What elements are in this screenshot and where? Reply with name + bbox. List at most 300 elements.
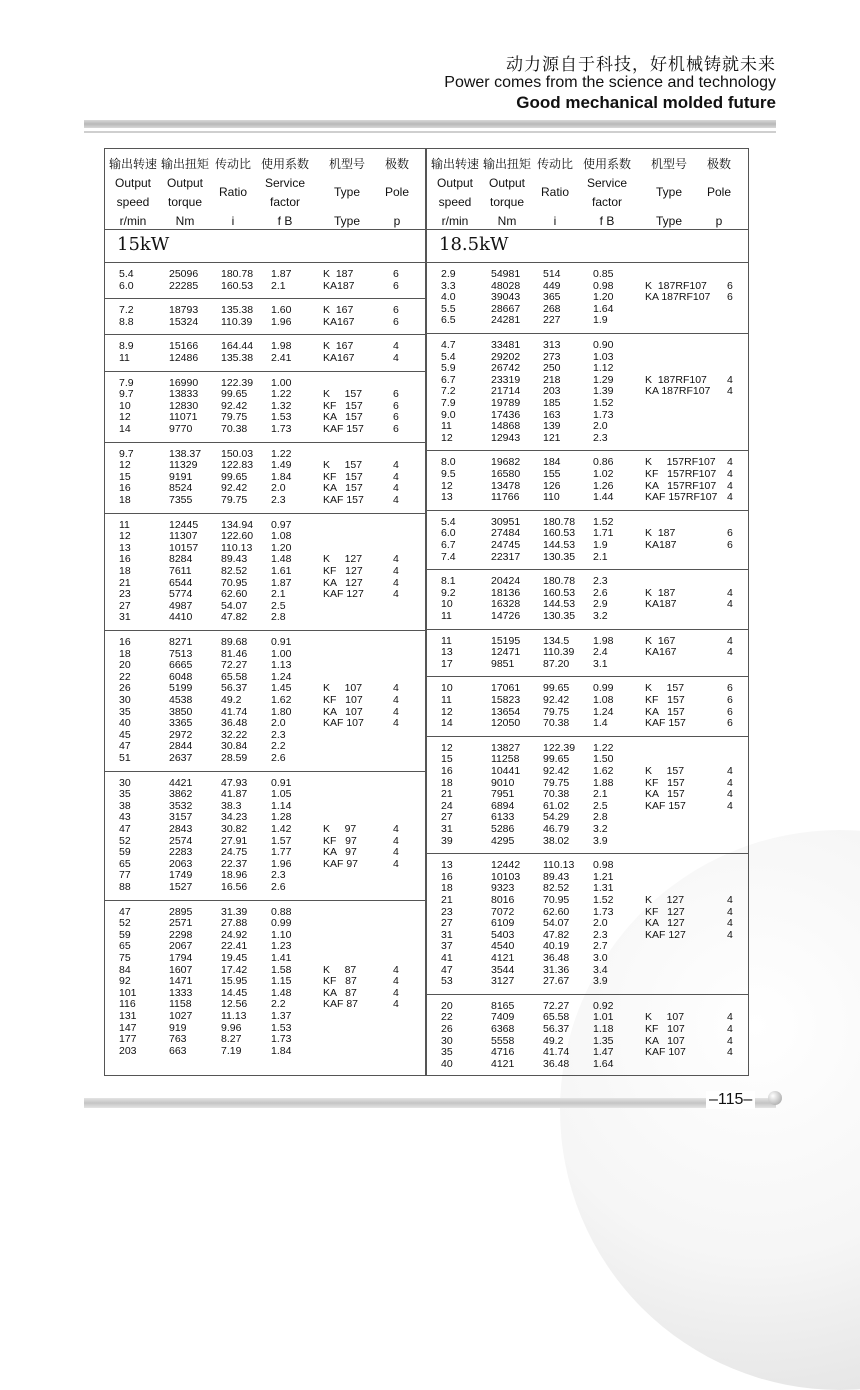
pole-cell: 4 [727,373,733,386]
service-factor-cell: 1.48 [271,986,292,999]
table-group [427,995,748,1077]
torque-cell: 1158 [169,998,192,1011]
pole-cell: 4 [393,493,399,506]
torque-cell: 48028 [491,279,521,292]
speed-cell: 9.5 [441,467,456,480]
type-cell: K 107 [323,682,363,695]
speed-cell: 16 [119,482,131,495]
column-header-unit: p [715,214,723,228]
torque-cell: 15324 [169,315,199,328]
type-cell: K 127 [645,893,685,906]
table-row [427,611,748,623]
speed-cell: 41 [441,951,453,964]
ratio-cell: 218 [543,373,561,386]
torque-cell: 4121 [491,951,515,964]
torque-cell: 4410 [169,611,193,624]
header-divider-thin [84,131,776,133]
torque-cell: 17061 [491,682,521,695]
torque-cell: 3850 [169,705,193,718]
table-row [427,872,748,884]
speed-cell: 31 [441,822,453,835]
type-row [105,495,425,507]
speed-cell: 5.4 [441,350,456,363]
speed-cell: 16 [119,553,131,566]
pole-cell: 6 [727,279,733,292]
table-group [105,335,425,371]
type-row [105,401,425,413]
service-factor-cell: 2.5 [593,799,608,812]
ratio-cell: 185 [543,397,561,409]
torque-cell: 30951 [491,515,521,528]
table-row [427,812,748,824]
type-cell: KA 97 [323,846,357,859]
service-factor-cell: 1.35 [593,1034,614,1047]
service-factor-cell: 0.92 [593,999,614,1012]
torque-cell: 2298 [169,928,193,941]
table-group [427,334,748,451]
torque-cell: 15166 [169,340,199,353]
ratio-cell: 126 [543,479,561,492]
torque-cell: 919 [169,1021,187,1034]
service-factor-cell: 2.1 [593,550,608,563]
service-factor-cell: 1.4 [593,717,608,730]
ratio-cell: 27.88 [221,917,248,930]
torque-cell: 7611 [169,564,192,577]
ratio-cell: 11.13 [221,1009,247,1022]
torque-cell: 2067 [169,940,193,953]
column-header-en: Type [333,185,360,199]
ratio-cell: 19.45 [221,951,248,964]
torque-cell: 13478 [491,479,521,492]
pole-cell: 4 [727,479,733,492]
pole-cell: 4 [727,788,733,801]
speed-cell: 92 [119,975,131,988]
table-row [105,649,425,661]
torque-cell: 11307 [169,530,198,543]
pole-cell: 4 [393,588,399,601]
speed-cell: 35 [119,705,131,718]
type-cell: K 187RF107 [645,279,707,292]
service-factor-cell: 1.98 [271,340,292,353]
pole-cell: 4 [393,470,399,483]
ratio-cell: 134.5 [543,634,570,647]
ratio-cell: 79.75 [543,776,570,789]
type-row [427,683,748,695]
service-factor-cell: 2.1 [271,588,286,601]
torque-cell: 1527 [169,880,193,893]
service-factor-cell: 3.2 [593,822,608,835]
torque-cell: 13827 [491,741,521,754]
power-rating: 18.5kW [427,230,748,263]
speed-cell: 147 [119,1021,137,1034]
service-factor-cell: 1.45 [271,682,292,695]
pole-cell: 4 [393,576,399,589]
speed-cell: 8.1 [441,575,456,588]
speed-cell: 21 [441,788,453,801]
torque-cell: 14868 [491,420,521,433]
torque-cell: 9010 [491,776,515,789]
service-factor-cell: 2.3 [593,431,608,444]
pole-cell: 4 [727,646,733,659]
type-cell: K 157 [323,388,363,401]
type-row [427,636,748,648]
service-factor-cell: 0.85 [593,268,614,280]
ratio-cell: 70.95 [543,893,570,906]
pole-cell: 4 [727,764,733,777]
table-row [105,1034,425,1046]
torque-cell: 2637 [169,751,193,764]
type-cell: KF 157 [323,470,363,483]
torque-cell: 15195 [491,634,521,647]
torque-cell: 22285 [169,279,199,292]
type-row [105,341,425,353]
ratio-cell: 92.42 [543,764,570,777]
speed-cell: 31 [441,928,453,941]
speed-cell: 8.8 [119,315,134,328]
type-cell: KAF 157 [323,493,364,506]
speed-cell: 51 [119,751,131,764]
service-factor-cell: 1.00 [271,647,292,660]
speed-cell: 43 [119,811,131,824]
service-factor-cell: 1.50 [593,753,614,766]
type-cell: KA187 [645,538,677,551]
ratio-cell: 144.53 [543,538,576,551]
type-cell: KAF 157 [645,717,686,730]
speed-cell: 116 [119,998,136,1011]
speed-cell: 4.0 [441,291,456,304]
torque-cell: 2571 [169,917,193,930]
header-slogan-en: Power comes from the science and technology [444,74,776,91]
service-factor-cell: 1.01 [593,1011,614,1024]
speed-cell: 4.7 [441,339,456,351]
speed-cell: 12 [441,479,453,492]
table-row [105,520,425,532]
speed-cell: 65 [119,940,131,953]
column-header-unit: p [393,214,401,228]
type-cell: K 167 [323,304,354,317]
column-header [257,155,313,231]
table-row [427,433,748,445]
type-row [105,460,425,472]
torque-cell: 663 [169,1044,187,1057]
service-factor-cell: 2.6 [271,880,286,893]
speed-cell: 12 [119,459,131,472]
ratio-cell: 47.82 [543,928,570,941]
ratio-cell: 203 [543,385,561,398]
pole-cell: 4 [393,822,399,835]
torque-cell: 27484 [491,527,521,540]
ratio-cell: 92.42 [543,693,570,706]
table-row [427,1001,748,1013]
table-row [105,543,425,555]
ratio-cell: 135.38 [221,351,254,364]
column-header-unit: f B [599,214,615,228]
ratio-cell: 180.78 [543,515,576,528]
service-factor-cell: 1.62 [271,693,292,706]
type-row [105,317,425,329]
type-cell: K 107 [645,1011,685,1024]
table-row [105,882,425,894]
pole-cell: 4 [393,682,399,695]
torque-cell: 7513 [169,647,193,660]
ratio-cell: 180.78 [221,268,254,280]
type-cell: K 187 [645,527,676,540]
service-factor-cell: 2.0 [593,420,608,433]
ratio-cell: 54.07 [543,917,570,930]
ratio-cell: 31.39 [221,905,248,918]
column-header-cn: 输出扭矩 [160,157,209,171]
column-header [579,155,635,231]
torque-cell: 11258 [491,753,520,766]
table-row [427,315,748,327]
type-cell: K 87 [323,963,357,976]
table-row [105,741,425,753]
service-factor-cell: 1.31 [593,882,614,895]
speed-cell: 30 [119,776,131,789]
table-group [427,451,748,510]
table-group [105,631,425,772]
table-group [105,772,425,901]
type-cell: KA 107 [645,1034,685,1047]
ratio-cell: 65.58 [543,1011,570,1024]
table-group [427,854,748,995]
type-cell: KAF 87 [323,998,359,1011]
column-header-unit: Nm [175,214,195,228]
ratio-cell: 99.65 [221,388,248,401]
ratio-cell: 82.52 [221,564,248,577]
speed-cell: 59 [119,846,131,859]
torque-cell: 5774 [169,588,193,601]
torque-cell: 39043 [491,291,521,304]
type-cell: KA 157 [323,411,363,424]
ratio-cell: 70.38 [221,422,248,435]
torque-cell: 6544 [169,576,193,589]
service-factor-cell: 2.3 [271,493,286,506]
torque-cell: 3862 [169,788,193,801]
column-header-en: factor [269,195,300,209]
service-factor-cell: 1.58 [271,963,292,976]
pole-cell: 4 [393,834,399,847]
torque-cell: 138.37 [169,447,202,460]
column-header-cn: 输出转速 [108,157,157,171]
ratio-cell: 65.58 [221,670,248,683]
torque-cell: 11071 [169,411,198,424]
ratio-cell: 160.53 [221,279,254,292]
speed-cell: 20 [119,659,131,672]
ratio-cell: 82.52 [543,882,570,895]
speed-cell: 6.5 [441,314,456,327]
torque-cell: 12442 [491,859,521,872]
pole-cell: 4 [393,986,399,999]
pole-cell: 4 [727,1034,733,1047]
table-row [105,378,425,390]
pole-cell: 6 [393,422,399,435]
service-factor-cell: 1.05 [271,788,292,801]
ratio-cell: 24.92 [221,928,248,941]
service-factor-cell: 1.87 [271,268,292,280]
service-factor-cell: 0.99 [271,917,292,930]
torque-cell: 11766 [491,491,520,504]
torque-cell: 13833 [169,388,199,401]
service-factor-cell: 1.20 [593,291,614,304]
ratio-cell: 365 [543,291,561,304]
column-header-cn: 极数 [706,157,731,171]
type-row [105,847,425,859]
type-row [427,1036,748,1048]
speed-cell: 131 [119,1009,137,1022]
ratio-cell: 99.65 [221,470,248,483]
ratio-cell: 92.42 [221,482,248,495]
ratio-cell: 89.68 [221,635,248,648]
ratio-cell: 40.19 [543,940,570,953]
type-cell: KF 107 [323,693,363,706]
torque-cell: 33481 [491,339,521,351]
table-row [105,801,425,813]
pole-cell: 4 [727,491,733,504]
torque-cell: 8016 [491,893,515,906]
torque-cell: 7409 [491,1011,515,1024]
table-row [105,730,425,742]
torque-cell: 3532 [169,799,193,812]
ratio-cell: 22.37 [221,857,248,870]
torque-cell: 6665 [169,659,193,672]
service-factor-cell: 0.88 [271,905,292,918]
torque-cell: 4538 [169,693,193,706]
speed-cell: 9.7 [119,388,134,401]
type-row [427,930,748,942]
type-row [105,965,425,977]
table-group [105,299,425,335]
service-factor-cell: 1.64 [593,1057,614,1070]
torque-cell: 2895 [169,905,193,918]
torque-cell: 5286 [491,822,515,835]
pole-cell: 4 [727,1011,733,1024]
table-row [105,907,425,919]
torque-cell: 2283 [169,846,193,859]
ratio-cell: 49.2 [221,693,242,706]
torque-cell: 9851 [491,657,515,670]
speed-cell: 38 [119,799,131,812]
service-factor-cell: 0.99 [593,682,614,695]
ratio-cell: 135.38 [221,304,254,317]
column-header-unit: Type [333,214,360,228]
speed-cell: 18 [119,647,131,660]
table-group [105,514,425,631]
torque-cell: 14726 [491,609,521,622]
speed-cell: 27 [119,599,131,612]
torque-cell: 4421 [169,776,193,789]
table-row [105,660,425,672]
service-factor-cell: 2.5 [271,599,286,612]
service-factor-cell: 1.14 [271,799,292,812]
torque-cell: 8284 [169,553,193,566]
service-factor-cell: 1.49 [271,459,292,472]
speed-cell: 13 [119,541,131,554]
ratio-cell: 17.42 [221,963,248,976]
speed-cell: 47 [441,963,453,976]
service-factor-cell: 2.0 [271,717,286,730]
type-cell: K 97 [323,822,357,835]
type-row [427,540,748,552]
type-row [105,999,425,1011]
type-row [105,353,425,365]
speed-cell: 16 [441,764,453,777]
service-factor-cell: 2.3 [593,575,608,588]
torque-cell: 2063 [169,857,193,870]
ratio-cell: 163 [543,408,561,421]
pole-cell: 4 [727,905,733,918]
table-row [105,789,425,801]
torque-cell: 1027 [169,1009,193,1022]
type-row [105,707,425,719]
pole-cell: 6 [727,682,733,695]
type-row [105,281,425,293]
table-row [427,421,748,433]
torque-cell: 6109 [491,917,515,930]
service-factor-cell: 1.02 [593,467,614,480]
service-factor-cell: 3.9 [593,975,608,988]
speed-cell: 26 [119,682,131,695]
service-factor-cell: 2.9 [593,598,608,611]
type-row [105,483,425,495]
speed-cell: 11 [441,693,452,706]
type-row [105,424,425,436]
column-header [159,155,211,231]
type-cell: K 127 [323,553,363,566]
pole-cell: 4 [393,351,399,364]
type-cell: KF 107 [645,1022,685,1035]
type-row [105,988,425,1000]
speed-cell: 31 [119,611,131,624]
table-group [427,511,748,570]
type-cell: KF 157RF107 [645,467,717,480]
service-factor-cell: 1.73 [271,1033,292,1046]
torque-cell: 3365 [169,717,193,730]
torque-cell: 2844 [169,740,193,753]
service-factor-cell: 1.18 [593,1022,614,1035]
table-header [427,149,748,230]
speed-cell: 16 [441,870,453,883]
service-factor-cell: 1.84 [271,1044,292,1057]
speed-cell: 35 [119,788,131,801]
ratio-cell: 160.53 [543,527,576,540]
torque-cell: 13654 [491,705,521,718]
column-header-unit: Type [655,214,682,228]
ratio-cell: 79.75 [221,411,248,424]
speed-cell: 12 [441,741,453,754]
type-cell: KF 97 [323,834,357,847]
column-header-en: Pole [384,185,410,199]
ratio-cell: 56.37 [543,1022,570,1035]
table-row [427,860,748,872]
ratio-cell: 449 [543,279,561,292]
pole-cell: 4 [727,1022,733,1035]
pole-cell: 6 [727,527,733,540]
speed-cell: 8.9 [119,340,134,353]
type-cell: K 157 [645,764,685,777]
torque-cell: 4540 [491,940,515,953]
pole-cell: 4 [393,564,399,577]
speed-cell: 20 [441,999,453,1012]
ratio-cell: 41.87 [221,788,248,801]
column-header-en: Output [166,176,204,190]
service-factor-cell: 2.7 [593,940,608,953]
column-header-en: torque [489,195,525,209]
ratio-cell: 12.56 [221,998,248,1011]
torque-cell: 2972 [169,728,193,741]
type-cell: KAF 107 [323,717,364,730]
speed-cell: 39 [441,834,453,847]
